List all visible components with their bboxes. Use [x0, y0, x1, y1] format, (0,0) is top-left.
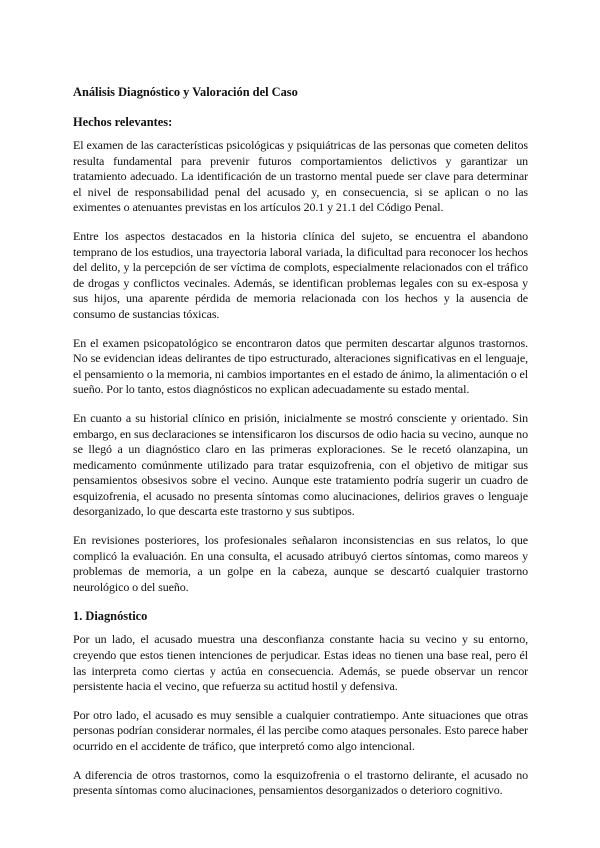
- facts-paragraph-5: En revisiones posteriores, los profesionales señalaron inconsistencias en sus relatos, lo que complicó la evaluación. En una consulta, el acusado atribuyó ciertos síntomas, como mareos y problemas de memoria, a un golpe en la cabeza, aunque se descartó cualquier trastorno neurológico o del sueño.: [73, 533, 528, 594]
- diagnosis-paragraph-1: Por un lado, el acusado muestra una desconfianza constante hacia su vecino y su entorno, creyendo que estos tienen intenciones de perjudicar. Estas ideas no tienen una base real, pero él las interpreta como ciertas y actúa en consecuencia. Además, se puede observar un rencor persistente hacia el vecino, que refuerza su actitud hostil y defensiva.: [73, 632, 528, 694]
- facts-paragraph-1: El examen de las características psicológicas y psiquiátricas de las personas que cometen delitos resulta fundamental para prevenir futuros comportamientos delictivos y garantizar un tratamiento adecuado. La identificación de un trastorno mental puede ser clave para determinar el nivel de responsabilidad penal del acusado y, en consecuencia, si se aplican o no las eximentes o atenuantes previstas en los artículos 20.1 y 21.1 del Código Penal.: [73, 138, 528, 215]
- facts-paragraph-2: Entre los aspectos destacados en la historia clínica del sujeto, se encuentra el abandono temprano de los estudios, una trayectoria laboral variada, la dificultad para reconocer los hechos del delito, y la percepción de ser víctima de complots, especialmente relacionados con el tráfico de drogas y conflictos vecinales. Además, se identifican problemas legales con su ex-esposa y sus hijos, una aparente pérdida de memoria relacionada con los hechos y la ausencia de consumo de sustancias tóxicas.: [73, 228, 528, 321]
- facts-heading: Hechos relevantes:: [73, 115, 173, 129]
- facts-paragraph-3: En el examen psicopatológico se encontraron datos que permiten descartar algunos trastornos. No se evidencian ideas delirantes de tipo estructurado, alteraciones significativas en el lenguaje, el pensamiento o la memoria, ni cambios importantes en el estado de ánimo, la alimentación o el sueño. Por lo tanto, estos diagnósticos no explican adecuadamente su estado mental.: [73, 335, 528, 397]
- diagnosis-paragraph-3: A diferencia de otros trastornos, como la esquizofrenia o el trastorno delirante, el acusado no presenta síntomas como alucinaciones, pensamientos desorganizados o deterioro cognitivo.: [73, 767, 528, 798]
- diagnosis-paragraph-2: Por otro lado, el acusado es muy sensible a cualquier contratiempo. Ante situaciones que otras personas podrían considerar normales, él las percibe como ataques personales. Esto parece haber ocurrido en el accidente de tráfico, que interpretó como algo intencional.: [73, 707, 528, 753]
- document-title: Análisis Diagnóstico y Valoración del Caso: [73, 85, 298, 99]
- diagnosis-heading: 1. Diagnóstico: [73, 609, 148, 624]
- facts-paragraph-4: En cuanto a su historial clínico en prisión, inicialmente se mostró consciente y orientado. Sin embargo, en sus declaraciones se intensificaron los discursos de odio hacia su vecino, aunque no se llegó a un diagnóstico claro en las primeras exploraciones. Se le recetó olanzapina, un medicamento comúnmente utilizado para tratar esquizofrenia, con el objetivo de mitigar sus pensamientos obsesivos sobre el vecino. Aunque este tratamiento podría sugerir un cuadro de esquizofrenia, el acusado no presenta síntomas como alucinaciones, delirios graves o lenguaje desorganizado, lo que descarta este trastorno y sus subtipos.: [73, 410, 528, 519]
